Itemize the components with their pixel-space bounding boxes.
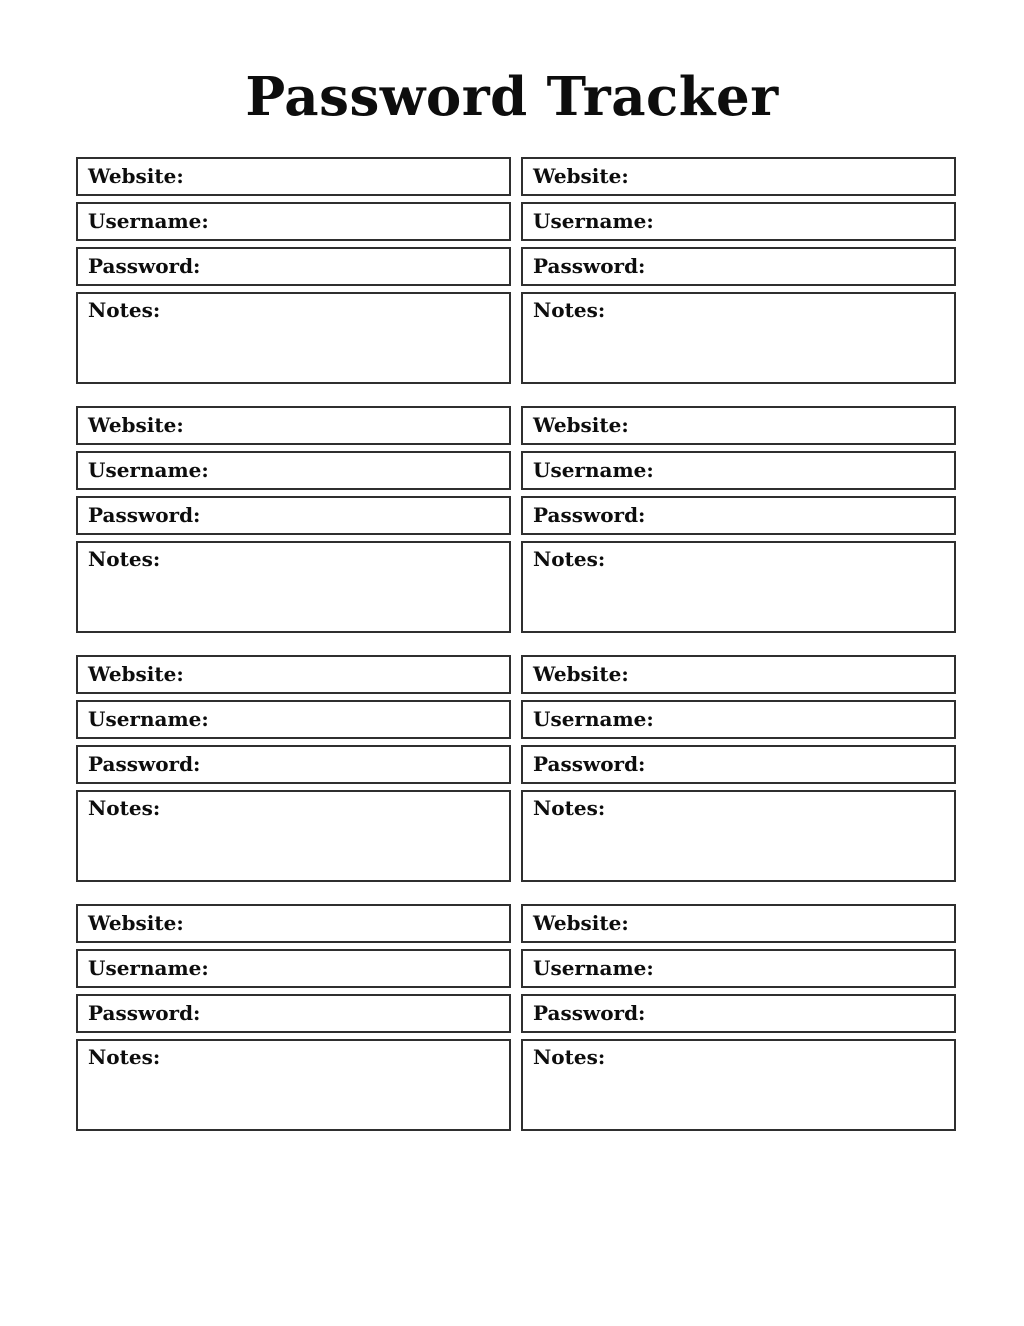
password-entry-group (76, 655, 511, 882)
username-label: Username: (533, 458, 654, 482)
website-field[interactable] (521, 157, 956, 196)
username-field[interactable] (76, 451, 511, 490)
notes-field[interactable] (76, 1039, 511, 1131)
notes-field[interactable] (76, 790, 511, 882)
password-label: Password: (88, 254, 201, 278)
username-label: Username: (533, 209, 654, 233)
username-field[interactable] (521, 700, 956, 739)
website-label: Website: (533, 164, 629, 188)
username-label: Username: (533, 707, 654, 731)
notes-label: Notes: (533, 1045, 606, 1069)
password-entry-group (76, 157, 511, 384)
username-field[interactable] (76, 949, 511, 988)
website-field[interactable] (76, 655, 511, 694)
notes-field[interactable] (76, 292, 511, 384)
notes-field[interactable] (521, 790, 956, 882)
password-entry-group (76, 904, 511, 1131)
website-field[interactable] (76, 157, 511, 196)
website-label: Website: (533, 662, 629, 686)
password-entry-group (521, 655, 956, 882)
password-label: Password: (533, 503, 646, 527)
username-field[interactable] (521, 949, 956, 988)
notes-field[interactable] (521, 541, 956, 633)
username-label: Username: (88, 707, 209, 731)
entry-sheet (76, 157, 956, 1131)
notes-label: Notes: (88, 547, 161, 571)
notes-label: Notes: (88, 796, 161, 820)
password-entry-group (521, 904, 956, 1131)
website-field[interactable] (521, 904, 956, 943)
website-label: Website: (88, 911, 184, 935)
page-title: Password Tracker (245, 66, 779, 128)
username-field[interactable] (521, 202, 956, 241)
username-label: Username: (88, 956, 209, 980)
password-field[interactable] (521, 247, 956, 286)
password-label: Password: (88, 1001, 201, 1025)
website-label: Website: (88, 413, 184, 437)
password-label: Password: (88, 752, 201, 776)
notes-field[interactable] (521, 1039, 956, 1131)
password-label: Password: (88, 503, 201, 527)
website-field[interactable] (76, 904, 511, 943)
password-field[interactable] (76, 994, 511, 1033)
username-field[interactable] (76, 700, 511, 739)
website-label: Website: (88, 164, 184, 188)
password-field[interactable] (76, 496, 511, 535)
password-field[interactable] (521, 496, 956, 535)
website-field[interactable] (76, 406, 511, 445)
notes-label: Notes: (88, 298, 161, 322)
username-field[interactable] (521, 451, 956, 490)
password-entry-group (521, 406, 956, 633)
password-field[interactable] (521, 745, 956, 784)
password-field[interactable] (76, 745, 511, 784)
notes-field[interactable] (76, 541, 511, 633)
username-label: Username: (533, 956, 654, 980)
website-label: Website: (533, 911, 629, 935)
password-entry-group (76, 406, 511, 633)
notes-label: Notes: (533, 298, 606, 322)
password-field[interactable] (76, 247, 511, 286)
website-field[interactable] (521, 406, 956, 445)
password-label: Password: (533, 1001, 646, 1025)
password-field[interactable] (521, 994, 956, 1033)
password-entry-group (521, 157, 956, 384)
website-field[interactable] (521, 655, 956, 694)
entry-grid (76, 157, 956, 1131)
notes-label: Notes: (533, 796, 606, 820)
notes-field[interactable] (521, 292, 956, 384)
password-label: Password: (533, 752, 646, 776)
website-label: Website: (88, 662, 184, 686)
password-label: Password: (533, 254, 646, 278)
website-label: Website: (533, 413, 629, 437)
username-field[interactable] (76, 202, 511, 241)
notes-label: Notes: (88, 1045, 161, 1069)
notes-label: Notes: (533, 547, 606, 571)
username-label: Username: (88, 209, 209, 233)
username-label: Username: (88, 458, 209, 482)
